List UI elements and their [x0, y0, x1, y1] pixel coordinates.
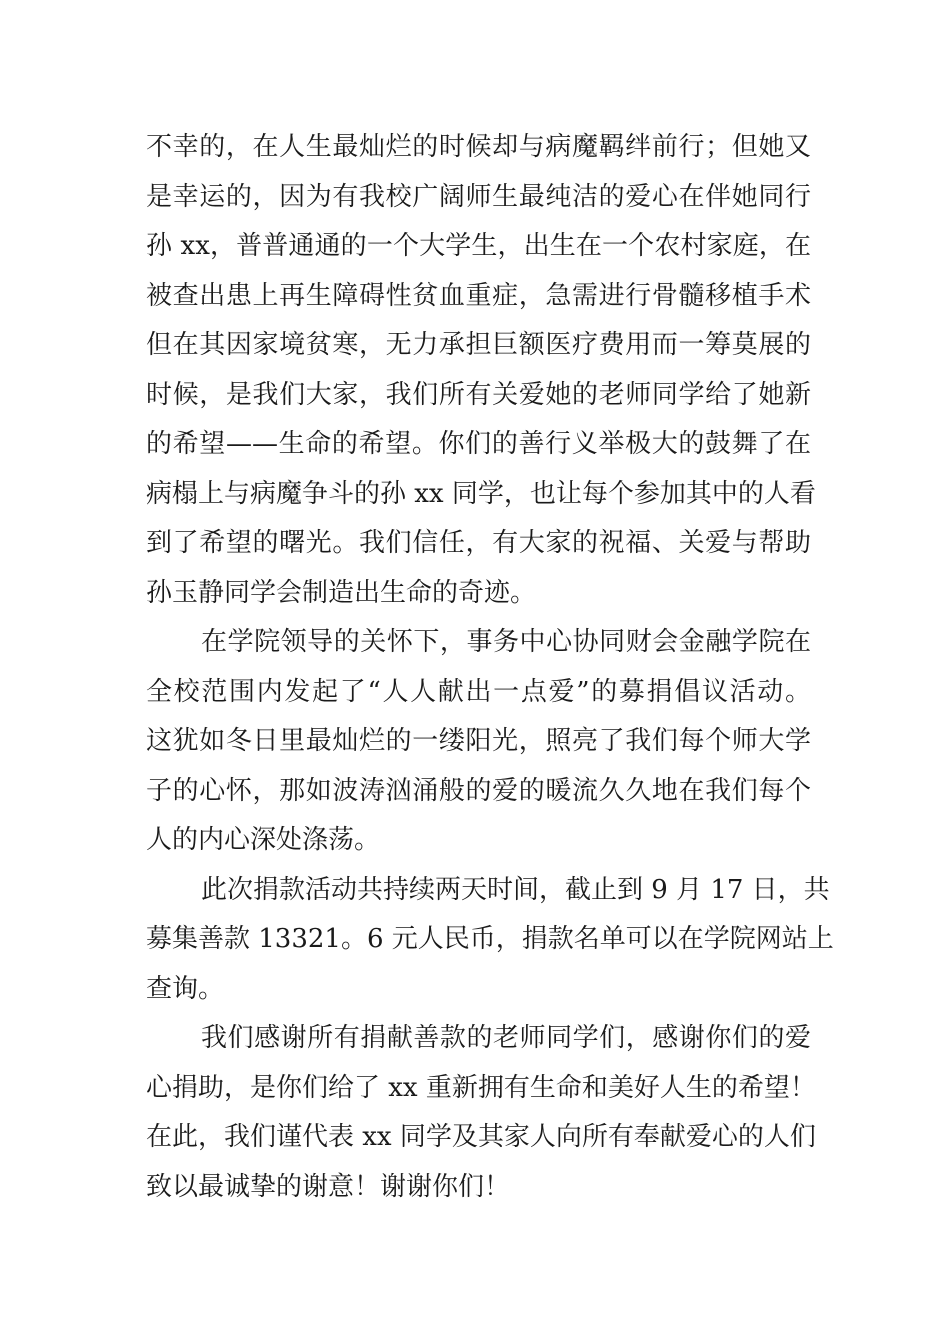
text-line: 全校范围内发起了“人人献出一点爱”的募捐倡议活动。	[146, 676, 811, 707]
text-line: 子的心怀，那如波涛汹涌般的爱的暖流久久地在我们每个	[146, 775, 811, 806]
text-line: 人的内心深处涤荡。	[146, 825, 381, 855]
text-line: 致以最诚挚的谢意！谢谢你们！	[146, 1171, 511, 1202]
text-line: 在学院领导的关怀下，事务中心协同财会金融学院在	[201, 627, 811, 657]
paragraph-3	[146, 866, 834, 1015]
text-line: 不幸的，在人生最灿烂的时候却与病魔羁绊前行；但她又	[146, 132, 811, 162]
text-line: 到了希望的曙光。我们信任，有大家的祝福、关爱与帮助	[146, 528, 811, 558]
document-body	[146, 123, 834, 1212]
paragraph-1	[146, 123, 816, 618]
text-line: 募集善款 13321。6 元人民币，捐款名单可以在学院网站上	[146, 924, 834, 954]
text-line: 的希望——生命的希望。你们的善行义举极大的鼓舞了在	[146, 429, 811, 459]
paragraph-4	[146, 1014, 816, 1212]
text-line: 孙玉静同学会制造出生命的奇迹。	[146, 577, 537, 608]
text-line: 但在其因家境贫寒，无力承担巨额医疗费用而一筹莫展的	[146, 330, 811, 360]
text-line: 此次捐款活动共持续两天时间，截止到 9 月 17 日，共	[201, 874, 830, 905]
text-line: 病榻上与病魔争斗的孙 xx 同学，也让每个参加其中的人看	[146, 478, 816, 509]
paragraph-2	[146, 618, 811, 866]
text-line: 心捐助，是你们给了 xx 重新拥有生命和美好人生的希望！	[146, 1072, 816, 1103]
text-line: 查询。	[146, 973, 225, 1004]
text-line: 这犹如冬日里最灿烂的一缕阳光，照亮了我们每个师大学	[146, 726, 811, 756]
text-line: 孙 xx，普普通通的一个大学生，出生在一个农村家庭，在	[146, 231, 811, 261]
text-line: 我们感谢所有捐献善款的老师同学们，感谢你们的爱	[201, 1023, 811, 1053]
text-line: 被查出患上再生障碍性贫血重症，急需进行骨髓移植手术	[146, 280, 811, 311]
text-line: 是幸运的，因为有我校广阔师生最纯洁的爱心在伴她同行	[146, 181, 811, 212]
text-line: 时候，是我们大家，我们所有关爱她的老师同学给了她新	[146, 379, 811, 410]
text-line: 在此，我们谨代表 xx 同学及其家人向所有奉献爱心的人们	[146, 1122, 816, 1152]
